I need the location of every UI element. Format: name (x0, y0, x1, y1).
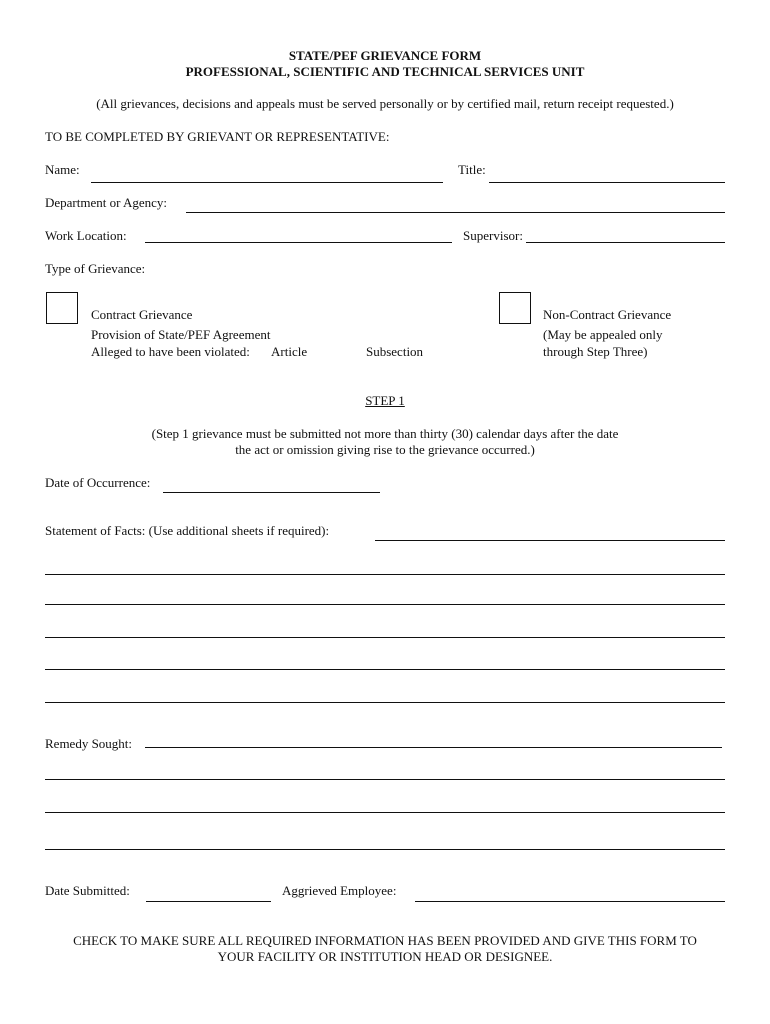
section-heading: TO BE COMPLETED BY GRIEVANT OR REPRESENTATIVE: (45, 129, 390, 144)
service-notice: (All grievances, decisions and appeals must be served personally or by certified mail, return receipt requested.) (96, 96, 674, 111)
footer-instruction-line2: YOUR FACILITY OR INSTITUTION HEAD OR DESIGNEE. (217, 949, 553, 964)
statement-facts-line[interactable] (45, 604, 725, 605)
grievance-type-label: Type of Grievance: (45, 261, 146, 276)
name-field[interactable] (91, 182, 443, 183)
statement-facts-line[interactable] (45, 669, 725, 670)
supervisor-field[interactable] (526, 242, 725, 243)
name-label: Name: (45, 162, 80, 177)
remedy-sought-line[interactable] (45, 812, 725, 813)
statement-facts-line[interactable] (45, 574, 725, 575)
non-contract-note-line2: through Step Three) (543, 344, 648, 359)
date-occurrence-label: Date of Occurrence: (45, 475, 151, 490)
statement-facts-line[interactable] (45, 637, 725, 638)
subsection-label: Subsection (366, 344, 424, 359)
aggrieved-employee-label: Aggrieved Employee: (282, 883, 397, 898)
remedy-sought-label: Remedy Sought: (45, 736, 133, 751)
date-submitted-field[interactable] (146, 901, 271, 902)
statement-facts-line[interactable] (45, 702, 725, 703)
date-occurrence-field[interactable] (163, 492, 380, 493)
step1-note-line2: the act or omission giving rise to the grievance occurred.) (235, 442, 535, 457)
department-field[interactable] (186, 212, 725, 213)
date-submitted-label: Date Submitted: (45, 883, 130, 898)
remedy-sought-line[interactable] (145, 747, 722, 748)
contract-violation-text: Alleged to have been violated: (91, 344, 250, 359)
statement-facts-line[interactable] (375, 540, 725, 541)
article-label: Article (271, 344, 308, 359)
contract-provision-text: Provision of State/PEF Agreement (91, 327, 271, 342)
form-title: STATE/PEF GRIEVANCE FORM (288, 48, 482, 63)
non-contract-grievance-checkbox[interactable] (499, 292, 531, 324)
non-contract-note-line1: (May be appealed only (543, 327, 663, 342)
statement-facts-label: Statement of Facts: (Use additional sheets if required): (45, 523, 330, 538)
department-label: Department or Agency: (45, 195, 168, 210)
remedy-sought-line[interactable] (45, 849, 725, 850)
step1-note-line1: (Step 1 grievance must be submitted not more than thirty (30) calendar days after the date (151, 426, 619, 441)
title-label: Title: (458, 162, 486, 177)
footer-instruction-line1: CHECK TO MAKE SURE ALL REQUIRED INFORMATION HAS BEEN PROVIDED AND GIVE THIS FORM TO (73, 933, 697, 948)
non-contract-grievance-label: Non-Contract Grievance (543, 307, 672, 322)
step1-heading: STEP 1 (365, 393, 405, 408)
work-location-label: Work Location: (45, 228, 127, 243)
remedy-sought-line[interactable] (45, 779, 725, 780)
form-subtitle: PROFESSIONAL, SCIENTIFIC AND TECHNICAL SERVICES UNIT (185, 64, 585, 79)
contract-grievance-label: Contract Grievance (91, 307, 193, 322)
work-location-field[interactable] (145, 242, 452, 243)
contract-grievance-checkbox[interactable] (46, 292, 78, 324)
supervisor-label: Supervisor: (463, 228, 523, 243)
aggrieved-employee-field[interactable] (415, 901, 725, 902)
title-field[interactable] (489, 182, 725, 183)
